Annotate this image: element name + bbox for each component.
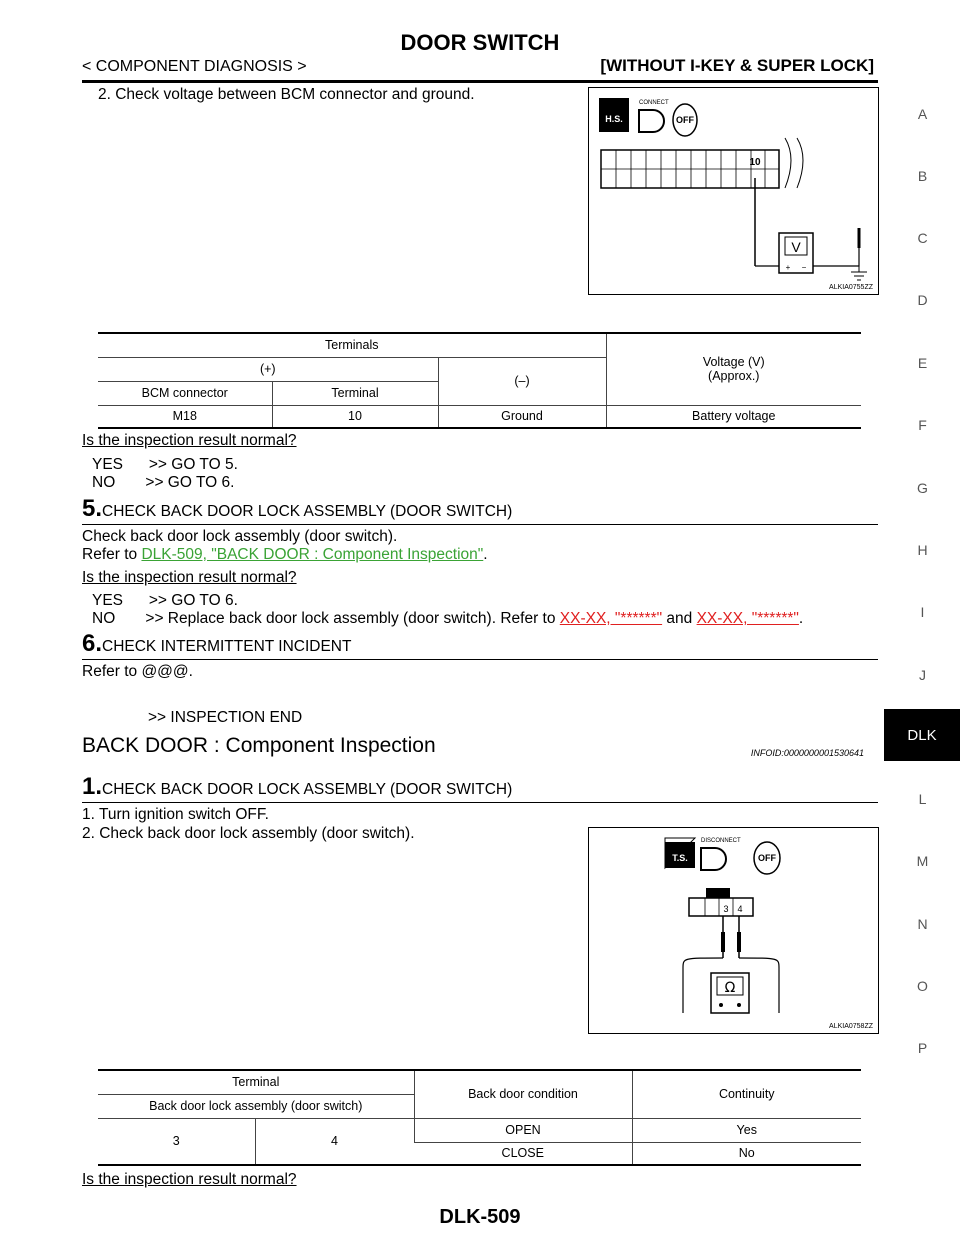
side-index-b[interactable]: B [917,168,928,184]
step5-yes: YES >> GO TO 6. [92,592,238,609]
step6-refer: Refer to @@@. [82,663,193,680]
meter-plus: + [785,263,791,272]
side-index-g[interactable]: G [917,480,928,496]
cell-continuity-yes: Yes [632,1118,861,1142]
header-rule [82,80,878,83]
voltmeter-label: V [791,239,801,255]
figure-caption: ALKIA0755ZZ [829,284,873,291]
step5-refer-suffix: . [483,546,488,563]
side-index-h[interactable]: H [917,542,928,558]
page-number: DLK-509 [439,1206,521,1228]
step5-line1: Check back door lock assembly (door switch). [82,528,398,545]
ohmmeter-label: Ω [724,980,736,996]
figure-caption-2: ALKIA0758ZZ [829,1023,873,1030]
side-index-d[interactable]: D [917,292,928,308]
step5-no [92,610,803,628]
step5-question: Is the inspection result normal? [82,569,297,586]
th-minus: (–) [438,357,606,405]
component-inspection-title: BACK DOOR : Component Inspection [82,734,436,757]
step4-yes: YES >> GO TO 5. [92,456,238,473]
cell-pin-b: 4 [255,1118,414,1165]
off-label-2: OFF [758,853,776,863]
ci-step1-number: 1. [82,773,103,800]
side-index-p[interactable]: P [917,1040,928,1056]
figure-bcm-voltage [588,87,879,295]
figure-door-switch-drawing [589,828,878,1033]
disconnect-icon [701,848,726,870]
cell-minus: Ground [438,405,606,428]
th-plus: (+) [98,357,438,381]
side-index-i[interactable]: I [920,604,925,620]
step5-no-mid: and [662,610,697,627]
step4-no: NO >> GO TO 6. [92,474,235,491]
cell-pin-a: 3 [98,1118,255,1165]
step5-title: CHECK BACK DOOR LOCK ASSEMBLY (DOOR SWITCH) [102,503,513,520]
hs-badge-label: H.S. [605,114,623,124]
side-index-m[interactable]: M [916,853,929,869]
ci-question: Is the inspection result normal? [82,1171,297,1188]
side-index-dlk-active[interactable]: DLK [884,709,960,761]
th-assembly: Back door lock assembly (door switch) [98,1094,414,1118]
cell-continuity-no: No [632,1142,861,1165]
ground-icon [851,248,867,280]
th-voltage-label: Voltage (V) [702,355,765,370]
voltage-spec-table [98,332,861,429]
connector-latch [706,888,730,898]
side-index-f[interactable]: F [918,417,927,433]
side-index-j[interactable]: J [919,667,926,683]
step4-question: Is the inspection result normal? [82,432,297,449]
connector-grid [601,150,779,188]
step6-end: >> INSPECTION END [148,709,303,726]
variant-label: [WITHOUT I-KEY & SUPER LOCK] [600,56,874,75]
th-voltage-approx: (Approx.) [708,369,760,384]
side-index-l[interactable]: L [918,791,927,807]
th-continuity: Continuity [632,1070,861,1118]
pin-4-label: 4 [737,904,743,914]
ci-step1-heading [82,773,512,801]
continuity-spec-table [98,1069,861,1166]
step5-refer [82,546,488,564]
cell-terminal: 10 [272,405,438,428]
off-label: OFF [676,115,694,125]
figure-bcm-voltage-drawing [589,88,878,294]
cell-connector: M18 [98,405,272,428]
cell-voltage: Battery voltage [606,405,861,428]
harness-break-marks [785,138,803,188]
step5-rule [82,524,878,525]
th-condition: Back door condition [414,1070,632,1118]
step5-no-link2[interactable]: XX-XX, "******" [696,610,799,627]
ci-line2: 2. Check back door lock assembly (door switch). [82,825,415,842]
step5-refer-link[interactable]: DLK-509, "BACK DOOR : Component Inspection" [141,546,484,563]
disconnect-label: DISCONNECT [701,838,741,844]
ci-line1: 1. Turn ignition switch OFF. [82,806,269,823]
step6-title: CHECK INTERMITTENT INCIDENT [102,638,352,655]
th-terminal-2: Terminal [98,1070,414,1094]
step5-no-link1[interactable]: XX-XX, "******" [559,610,663,627]
th-voltage [606,333,861,405]
page-title: DOOR SWITCH [400,30,560,55]
th-terminal: Terminal [272,381,438,405]
step6-heading [82,630,351,658]
th-terminals: Terminals [98,333,606,357]
section-label: < COMPONENT DIAGNOSIS > [82,58,307,75]
side-index-o[interactable]: O [917,978,928,994]
pin-3-label: 3 [723,904,729,914]
cell-condition-close: CLOSE [414,1142,632,1165]
side-index-e[interactable]: E [917,355,928,371]
ts-badge-label: T.S. [672,853,688,863]
step5-number: 5. [82,495,103,522]
figure-door-switch-continuity [588,827,879,1034]
connect-label: CONNECT [639,100,669,106]
side-index-n[interactable]: N [917,916,928,932]
connector-icon [639,110,664,132]
ci-step1-rule [82,802,878,803]
step6-rule [82,659,878,660]
side-index-c[interactable]: C [917,230,928,246]
step5-no-prefix: NO >> Replace back door lock assembly (door switch). Refer to [92,610,560,627]
ci-step1-title: CHECK BACK DOOR LOCK ASSEMBLY (DOOR SWITCH) [102,781,513,798]
step6-number: 6. [82,630,103,657]
info-id: INFOID:0000000001530641 [750,748,864,758]
side-index-a[interactable]: A [917,106,928,122]
pin-10-label: 10 [749,157,761,168]
meter-minus: − [801,263,807,272]
switch-connector-outline [689,898,753,916]
cell-condition-open: OPEN [414,1118,632,1142]
th-bcm-connector: BCM connector [98,381,272,405]
step5-refer-prefix: Refer to [82,546,142,563]
step5-no-suffix: . [798,610,804,627]
step4-instruction: 2. Check voltage between BCM connector and ground. [98,86,475,103]
step5-heading [82,495,512,523]
